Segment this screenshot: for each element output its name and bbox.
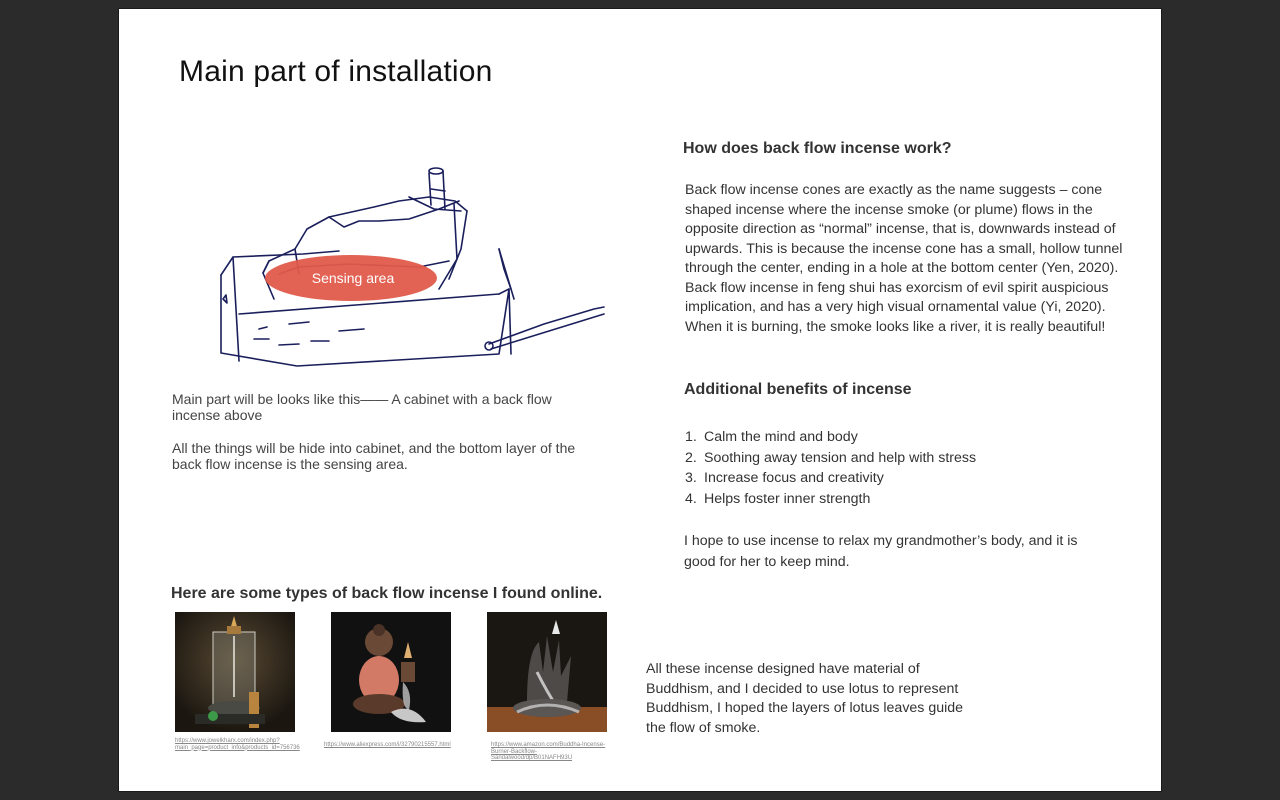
types-heading: Here are some types of back flow incense I found online. [171,585,603,602]
buddhism-note: All these incense designed have material of Buddhism, and I decided to use lotus to represent Buddhism, I hoped the layers of lotus leaves guide the flow of smoke. [646,661,964,736]
benefits-heading: Additional benefits of incense [684,381,912,398]
how-body: Back flow incense cones are exactly as the name suggests – cone shaped incense where the incense smoke (or plume) flows in the opposite direction as “normal” incense, that is, downwards instead of upwards. This is because the incense cone has a small, hollow tunnel through the center, ending in a hole at the bottom center (Yen, 2020). Back flow incense in feng shui has exorcism of evil spirit auspicious implication, and has a very high visual ornamental value (Yi, 2020). When it is burning, the smoke looks like a river, it is really beautiful! [685,182,1123,335]
list-item: 3. Increase focus and creativity [685,470,884,487]
list-item: 4. Helps foster inner strength [685,491,871,508]
buddha-figure-incense-image [331,612,451,732]
sketch-caption-2: All the things will be hide into cabinet, and the bottom layer of the back flow incense is the sensing area. [172,440,576,472]
benefits-list [685,427,976,510]
list-item: 1. Calm the mind and body [685,429,858,445]
buddha-hand-incense-image [487,612,607,732]
source-link-1[interactable]: https://www.jowelkharx.com/index.php?main_page=product_info&products_id=756736 [175,738,300,751]
source-link-2[interactable]: https://www.aliexpress.com/i/32790215557.html [324,742,451,748]
glass-tower-incense-image [175,612,295,732]
hope-text: I hope to use incense to relax my grandmother’s body, and it is good for her to keep mind. [684,533,1078,570]
sensing-area-label: Sensing area [311,270,395,286]
list-item: 2. Soothing away tension and help with stress [685,449,977,466]
slide [119,9,1161,791]
cabinet-sketch [199,149,619,384]
source-link-3[interactable]: https://www.amazon.com/Buddha-Incense-Burner-Backflow-Sandalwood/dp/B01NAFH93U [491,742,606,761]
sketch-caption-1: Main part will be looks like this—— A cabinet with a back flow incense above [172,391,552,423]
page-title: Main part of installation [179,55,493,88]
how-heading: How does back flow incense work? [683,140,952,157]
